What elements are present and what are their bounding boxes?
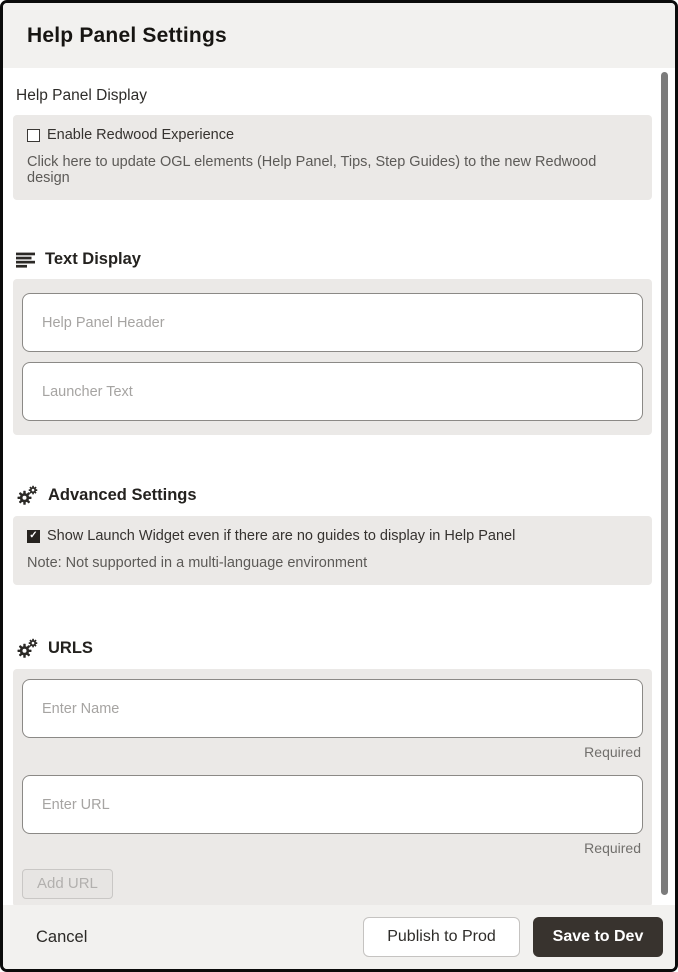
dialog-footer	[3, 905, 675, 969]
name-required-label: Required	[584, 744, 641, 760]
dialog-title: Help Panel Settings	[27, 23, 227, 47]
dialog-header	[3, 3, 675, 68]
launcher-text-input[interactable]	[22, 362, 643, 421]
scrollbar-thumb[interactable]	[661, 72, 668, 895]
url-value-input[interactable]	[22, 775, 643, 834]
dialog-body	[3, 68, 675, 905]
gears-icon	[16, 638, 39, 659]
help-panel-header-input[interactable]	[22, 293, 643, 352]
section-heading-urls: URLS	[48, 639, 93, 657]
cancel-button[interactable]: Cancel	[36, 927, 88, 946]
add-url-button[interactable]: Add URL	[22, 869, 113, 899]
advanced-settings-box	[13, 516, 652, 585]
enable-redwood-label: Enable Redwood Experience	[47, 127, 235, 143]
show-launch-widget-label: Show Launch Widget even if there are no guides to display in Help Panel	[47, 528, 516, 544]
section-heading-advanced-settings: Advanced Settings	[48, 486, 197, 504]
text-lines-icon	[16, 252, 36, 268]
gears-icon	[16, 485, 39, 506]
advanced-settings-note: Note: Not supported in a multi-language environment	[27, 555, 368, 571]
section-heading-text-display: Text Display	[45, 250, 141, 268]
redwood-description: Click here to update OGL elements (Help Panel, Tips, Step Guides) to the new Redwood design	[27, 154, 597, 186]
url-name-input[interactable]	[22, 679, 643, 738]
publish-to-prod-button[interactable]: Publish to Prod	[363, 917, 520, 957]
text-display-box	[13, 279, 652, 435]
url-required-label: Required	[584, 840, 641, 856]
enable-redwood-checkbox[interactable]	[27, 129, 40, 142]
urls-box	[13, 669, 652, 905]
help-panel-display-box	[13, 115, 652, 200]
show-launch-widget-checkbox[interactable]	[27, 530, 40, 543]
save-to-dev-button[interactable]: Save to Dev	[533, 917, 663, 957]
section-heading-help-panel-display: Help Panel Display	[16, 87, 147, 104]
